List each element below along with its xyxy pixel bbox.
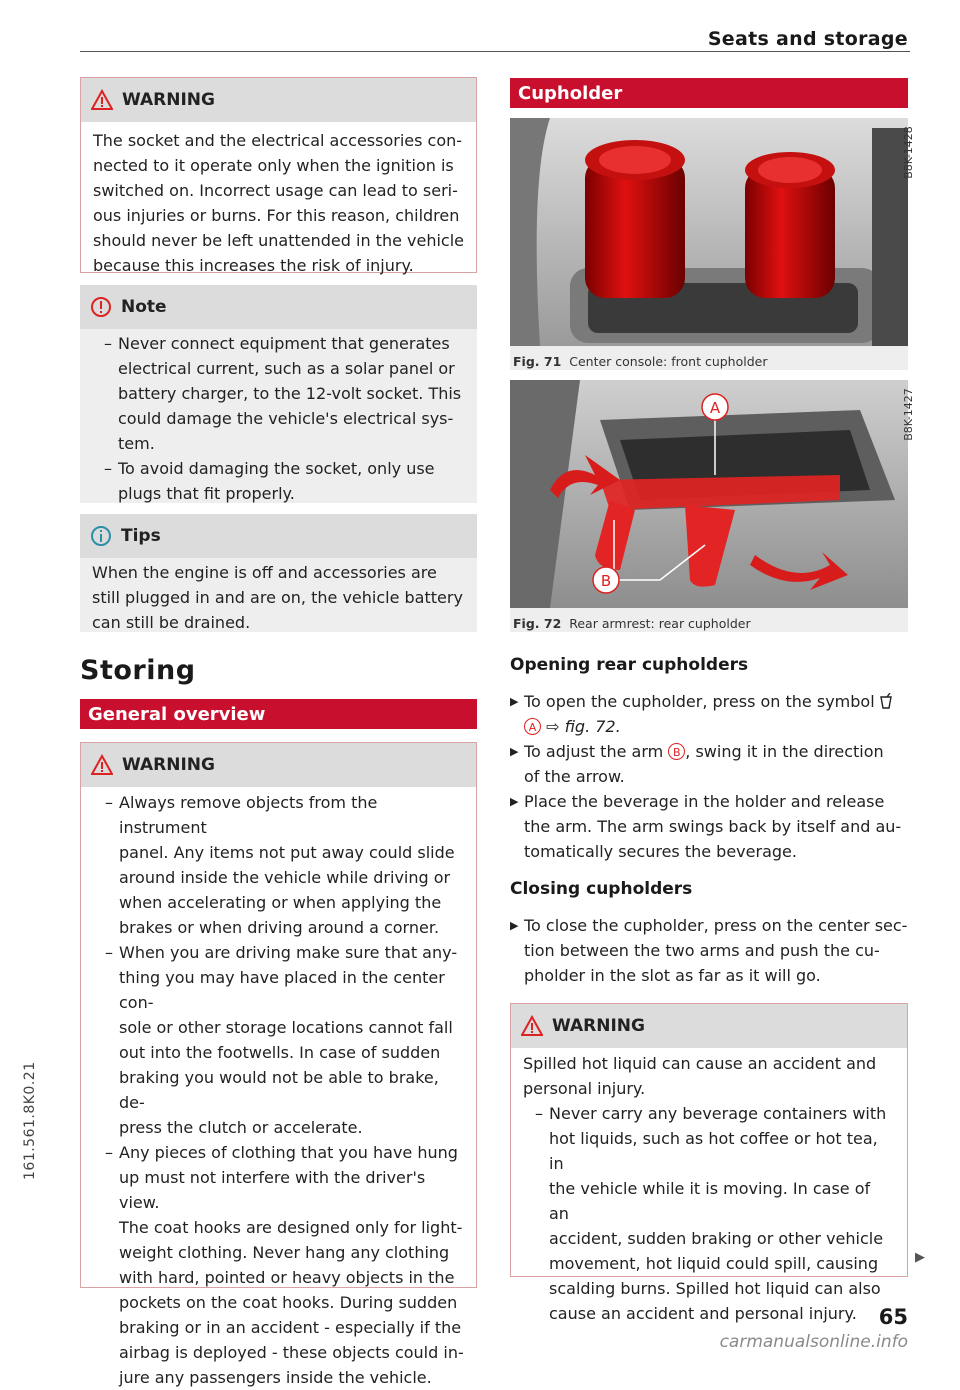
warning-triangle-icon <box>91 89 113 111</box>
continue-arrow-icon: ▶ <box>915 1250 925 1265</box>
list-item: – Always remove objects from the instrument panel. Any items not put away could slide around inside the vehicle while driving or when accelerating or when applying the brakes or when driving around a corner. <box>105 793 455 937</box>
opening-steps <box>510 689 910 864</box>
tips-body: When the engine is off and accessories are still plugged in and are on, the vehicle battery can still be drained. <box>92 563 463 632</box>
list-item: – Never carry any beverage containers with hot liquids, such as hot coffee or hot tea, in the vehicle while it is moving. In case of an accident, sudden braking or other vehicle movement, hot liquid could spill, causing scalding burns. Spilled hot liquid can also cause an accident and personal injury. <box>535 1104 887 1323</box>
section-heading-storing: Storing <box>80 655 196 686</box>
text-line: nected to it operate only when the ignition is <box>93 156 454 175</box>
subheading-opening: Opening rear cupholders <box>510 655 749 675</box>
text-line: because this increases the risk of injury. <box>93 256 414 275</box>
warning-header <box>81 78 476 122</box>
warning-body: Spilled hot liquid can cause an accident and personal injury. – Never carry any beverage containers with hot liquids, such as hot coffee or hot tea, in the vehicle while it is moving. In case of an accident, sudden braking or other vehicle movement, hot liquid could spill, causing scalding burns. Spilled hot liquid can also cause an accident and personal injury. <box>511 1048 907 1326</box>
tips-title: Tips <box>121 526 161 546</box>
warning-header <box>81 743 476 787</box>
list-item: – Never connect equipment that generates electrical current, such as a solar panel or battery charger, to the 12-volt socket. This could damage the vehicle's electrical sys- tem. <box>104 334 462 453</box>
marker-a-badge: A <box>524 718 541 735</box>
cupholder-symbol-icon <box>880 693 892 709</box>
warning-triangle-icon <box>91 754 113 776</box>
list-item: ▶ Place the beverage in the holder and release the arm. The arm swings back by itself and au- tomatically secures the beverage. <box>510 792 902 861</box>
page-number: 65 <box>878 1305 908 1329</box>
list-item: ▶ To open the cupholder, press on the symbol A ⇨ fig. 72. <box>510 689 910 739</box>
figure-caption: Fig. 71 Center console: front cupholder <box>513 354 768 369</box>
tips-box <box>80 514 477 632</box>
note-body <box>80 329 477 506</box>
text-line: ous injuries or burns. For this reason, children <box>93 206 460 225</box>
warning-title: WARNING <box>122 90 215 110</box>
figure-code: B8K-1427 <box>901 388 915 441</box>
warning-title: WARNING <box>552 1016 645 1036</box>
section-bar-cupholder: Cupholder <box>510 78 908 108</box>
text-line: The socket and the electrical accessories con- <box>93 131 463 150</box>
note-header <box>80 285 477 329</box>
info-icon <box>90 525 112 547</box>
text-line: should never be left unattended in the vehicle <box>93 231 464 250</box>
figure-caption: Fig. 72 Rear armrest: rear cupholder <box>513 616 751 631</box>
front-cupholder-illustration <box>510 118 908 346</box>
figure-code: B8K-1428 <box>901 126 915 179</box>
figure-reference-link[interactable]: ⇨ fig. 72. <box>546 717 621 736</box>
note-exclamation-icon <box>90 296 112 318</box>
list-item: – Any pieces of clothing that you have hung up must not interfere with the driver's view. The coat hooks are designed only for light- weight clothing. Never hang any clothing with hard, pointed or heavy objects in the pockets on the coat hooks. During sudden braking or in an accident - especially if the airbag is deployed - these objects could in- jure any passengers inside the vehicle. <box>105 1143 464 1387</box>
note-title: Note <box>121 297 167 317</box>
warning-box-socket <box>80 77 477 273</box>
rear-cupholder-illustration <box>510 380 908 608</box>
list-item: ▶ To close the cupholder, press on the center sec- tion between the two arms and push the cu- pholder in the slot as far as it will go. <box>510 916 908 985</box>
warning-header <box>511 1004 907 1048</box>
header-rule <box>80 51 910 52</box>
warning-box-storing <box>80 742 477 1387</box>
tips-header <box>80 514 477 558</box>
list-item: – To avoid damaging the socket, only use plugs that fit properly. <box>104 459 435 503</box>
closing-steps <box>510 913 910 988</box>
marker-b-badge: B <box>668 743 685 760</box>
list-item: – When you are driving make sure that any- thing you may have placed in the center con- sole or other storage locations cannot fall out into the footwells. In case of sudden braking you would not be able to brake, de- press the clutch or accelerate. <box>105 943 458 1137</box>
subsection-bar-general-overview: General overview <box>80 699 477 729</box>
warning-triangle-icon <box>521 1015 543 1037</box>
text-line: switched on. Incorrect usage can lead to seri- <box>93 181 458 200</box>
running-header: Seats and storage <box>707 28 908 50</box>
list-item: ▶ To adjust the arm B , swing it in the direction of the arrow. <box>510 742 884 786</box>
figure-72 <box>510 380 915 632</box>
note-box <box>80 285 477 503</box>
figure-marker-a: A <box>709 399 721 417</box>
figure-71 <box>510 118 915 370</box>
warning-body <box>81 787 476 1390</box>
watermark: carmanualsonline.info <box>719 1332 908 1352</box>
subheading-closing: Closing cupholders <box>510 879 693 899</box>
warning-title: WARNING <box>122 755 215 775</box>
warning-body <box>81 122 476 278</box>
figure-marker-b: B <box>600 572 612 590</box>
